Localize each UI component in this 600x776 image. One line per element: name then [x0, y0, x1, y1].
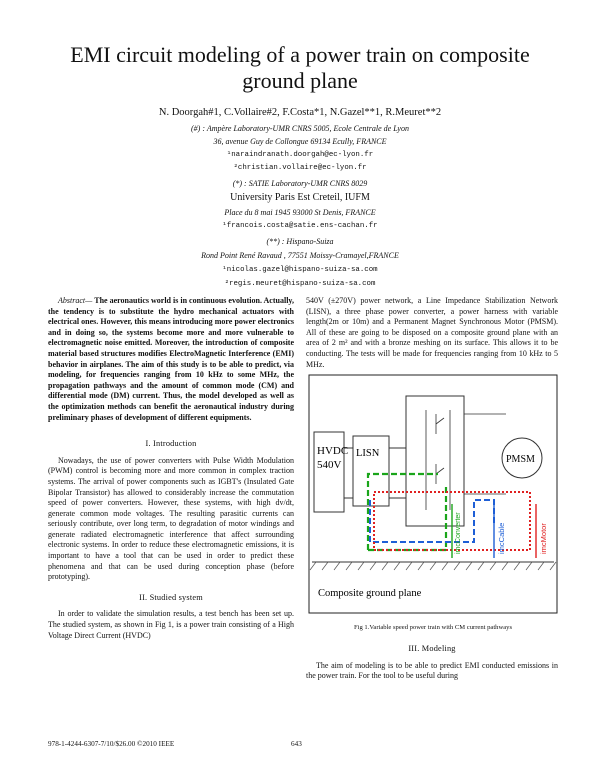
- imc-motor-label: imcMotor: [539, 523, 548, 554]
- affiliation-3-line-1: (**) : Hispano-Suiza: [266, 237, 334, 246]
- ground-plane-hatching: [310, 562, 556, 570]
- email-2: ²christian.vollaire@ec-lyon.fr: [233, 164, 367, 172]
- modeling-paragraph: The aim of modeling is to be able to predict EMI conducted emissions in the power train. For the tool to be useful during: [306, 660, 558, 681]
- title-line-2: ground plane: [242, 68, 358, 93]
- imc-converter-label: imcConverter: [455, 512, 462, 554]
- section-heading-introduction: I. Introduction: [145, 439, 197, 449]
- abstract: [48, 296, 294, 423]
- affiliation-1-line-2: 36, avenue Guy de Collongue 69134 Ecully, FRANCE: [213, 137, 387, 146]
- email-5: ²regis.meuret@hispano-suiza-sa.com: [224, 280, 376, 288]
- email-3: ¹francois.costa@satie.ens-cachan.fr: [222, 222, 378, 230]
- lisn-box: [353, 436, 389, 506]
- affiliation-3-line-2: Rond Point René Ravaud , 77551 Moissy-Cramayel,FRANCE: [201, 251, 399, 260]
- right-column-top: [306, 296, 558, 370]
- figure-1-caption: Fig 1.Variable speed power train with CM current pathways: [353, 624, 513, 631]
- affiliation-2-university: University Paris Est Creteil, IUFM: [230, 192, 370, 203]
- author-list: N. Doorgah#1, C.Vollaire#2, F.Costa*1, N.Gazel**1, R.Meuret**2: [158, 107, 442, 118]
- imc-cable-label: imcCable: [497, 522, 506, 554]
- abstract-body: The aeronautics world is in continuous evolution. Actually, the tendency is to substitute the hydro mechanical actuators with electrical ones. However, this means introducing more power electronics and in doing so, the systems become more and more vulnerable to electromagnetic noise emitted. Moreover, the introduction of composite material based structures modifies ElectroMagnetic Interference (EMI) behavior in airplanes. The aim of this study is to be able to predict, via modeling, for frequencies ranging from 10 kHz to some MHz, the propagation pathways and the amount of common mode (CM) and differential mode (DM) current. Thus, the model developed as well as the optimization methods can benefit the aeronautical industry during preliminary phases of development of different equipments.: [48, 296, 294, 422]
- introduction-paragraph: Nowadays, the use of power converters with Pulse Width Modulation (PWM) control is becoming more and more common in complex traction systems. The arrival of power components such as IGBT's (Insulated Gate Bipolar Transistor) has allowed to considerably increase the commutation speed of power converters. However, these systems, with high dv/dt, generate common mode voltages. The resulting parasitic currents can seriously contribute, over long term, to degradation of motor windings and generate radiated electromagnetic interference that affect surrounding electronic systems. In order to reduce these electromagnetic emissions, it is important to have a tool that can be used in order to predict these phenomena and that can be used during conception phase (before prototyping).: [48, 455, 294, 582]
- right-column-bottom: [306, 644, 558, 682]
- section-heading-modeling: III. Modeling: [408, 644, 456, 653]
- page-number: 643: [291, 740, 302, 748]
- abstract-lead: Abstract—: [58, 296, 95, 305]
- affiliation-1-line-1: (#) : Ampère Laboratory-UMR CNRS 5005, Ecole Centrale de Lyon: [191, 124, 409, 133]
- converter-box: [406, 396, 464, 526]
- section-heading-studied-system: II. Studied system: [139, 592, 203, 602]
- hvdc-label-line-2: 540V: [317, 459, 342, 471]
- left-column: [48, 296, 294, 641]
- hvdc-label-line-1: HVDC: [317, 445, 349, 457]
- ground-plane-label: Composite ground plane: [318, 588, 422, 599]
- system-description-paragraph: 540V (±270V) power network, a Line Impedance Stabilization Network (LISN), a three phase power converter, a power harness with variable length(2m or 10m) and a Permanent Magnet Synchronous Motor (PMSM). All of these are going to be disposed on a composite ground plane with an area of 2 m² and with a bronze meshing on its surface. This allows it to be conducting. The tests will be made for frequencies ranging from 10 kHz to 5 MHz.: [306, 296, 558, 369]
- lisn-label: LISN: [356, 448, 380, 459]
- email-4: ¹nicolas.gazel@hispano-suiza-sa.com: [222, 266, 378, 274]
- email-1: ¹naraindranath.doorgah@ec-lyon.fr: [226, 151, 374, 159]
- hvdc-source-box: [314, 432, 344, 512]
- figure-1-power-train-diagram: [308, 374, 558, 614]
- studied-system-paragraph: In order to validate the simulation results, a test bench has been set up. The studied system, as shown in Fig 1, is a power train consisting of a High Voltage Direct Current (HVDC): [48, 609, 294, 640]
- affiliation-2-line-2: Place du 8 mai 1945 93000 St Denis, FRANCE: [224, 208, 376, 217]
- pmsm-label: PMSM: [506, 454, 535, 465]
- affiliation-2-line-1: (*) : SATIE Laboratory-UMR CNRS 8029: [232, 179, 368, 188]
- copyright-footer: 978-1-4244-6307-7/10/$26.00 ©2010 IEEE: [48, 740, 175, 748]
- paper-title: [40, 42, 560, 94]
- title-line-1: EMI circuit modeling of a power train on composite: [70, 42, 530, 67]
